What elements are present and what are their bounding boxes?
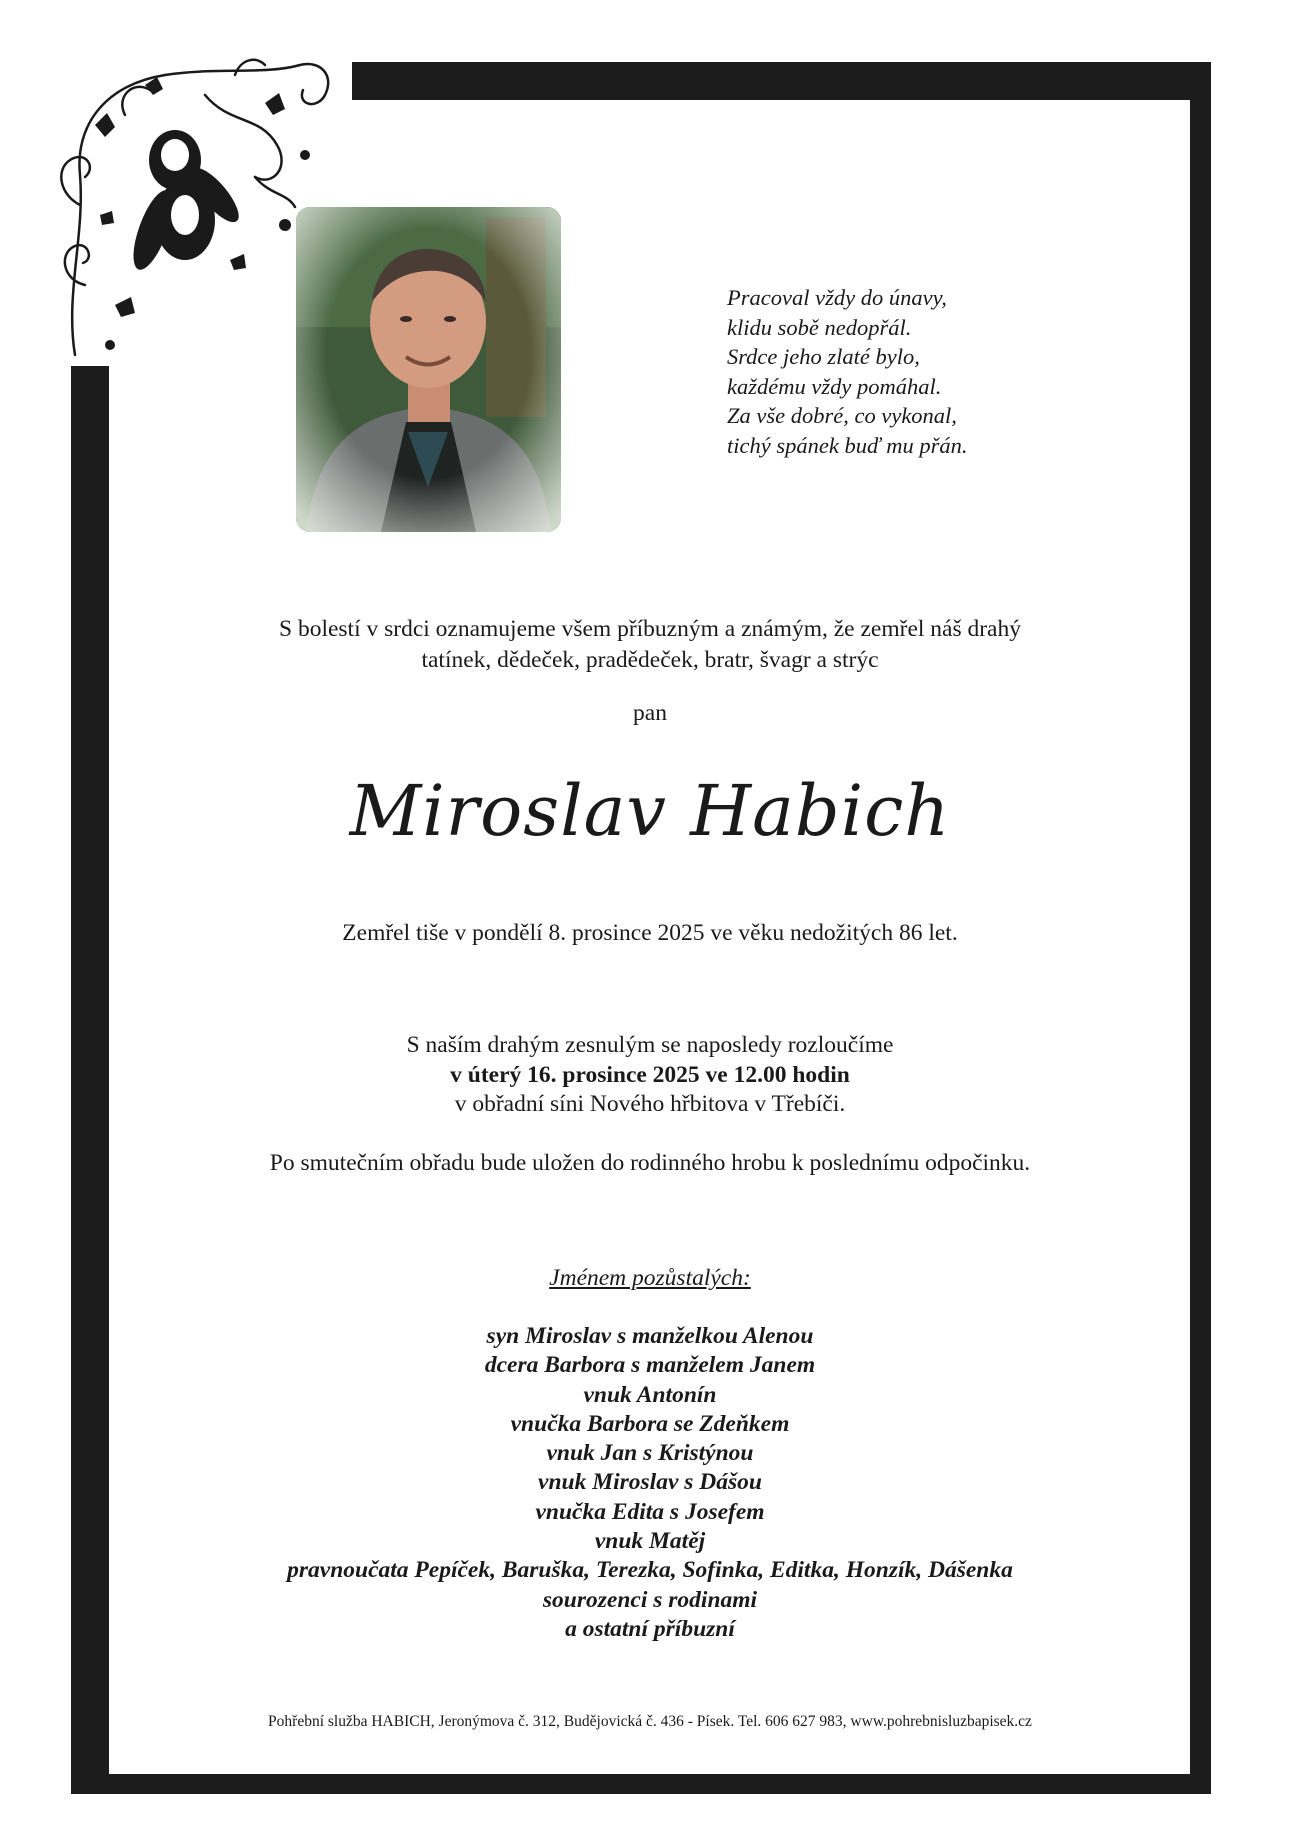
- behalf-heading: Jménem pozůstalých:: [549, 1265, 751, 1291]
- announcement-line-2: tatínek, dědeček, pradědeček, bratr, švagr a strýc: [421, 647, 879, 673]
- funeral-service-footer: Pohřební služba HABICH, Jeronýmova č. 312, Budějovická č. 436 - Písek. Tel. 606 627 983, www.pohrebnisluzbapisek.cz: [268, 1713, 1032, 1730]
- relative-item: a ostatní příbuzní: [565, 1615, 735, 1642]
- honorific: pan: [633, 700, 667, 726]
- ceremony-date-time: v úterý 16. prosince 2025 ve 12.00 hodin: [450, 1061, 850, 1088]
- ceremony-location: v obřadní síni Nového hřbitova v Třebíči.: [454, 1091, 846, 1117]
- relative-item: vnučka Barbora se Zdeňkem: [510, 1410, 790, 1437]
- death-notice: Zemřel tiše v pondělí 8. prosince 2025 ve věku nedožitých 86 let.: [342, 920, 958, 946]
- portrait-photo: [296, 207, 561, 532]
- deceased-name: Miroslav Habich: [349, 770, 951, 852]
- announcement-line-1: S bolestí v srdci oznamujeme všem příbuzným a známým, že zemřel náš drahý: [279, 616, 1021, 642]
- poem-line: tichý spánek buď mu přán.: [727, 432, 968, 458]
- relative-item: sourozenci s rodinami: [542, 1586, 758, 1613]
- frame-top-border: [352, 62, 1211, 100]
- relative-item: vnuk Jan s Kristýnou: [546, 1440, 754, 1467]
- ceremony-line: S naším drahým zesnulým se naposledy rozloučíme: [406, 1032, 894, 1058]
- relative-item: vnuk Miroslav s Dášou: [538, 1469, 762, 1496]
- relative-item: vnučka Edita s Josefem: [535, 1498, 765, 1525]
- memorial-poem: [727, 283, 1057, 460]
- announcement-intro: [110, 614, 1190, 676]
- ceremony-info: [110, 1031, 1190, 1120]
- frame-left-border: [71, 366, 109, 1794]
- relative-item: syn Miroslav s manželkou Alenou: [486, 1323, 814, 1349]
- poem-line: klidu sobě nedopřál.: [727, 314, 912, 340]
- relative-item: dcera Barbora s manželem Janem: [484, 1352, 816, 1379]
- burial-info: Po smutečním obřadu bude uložen do rodinného hrobu k poslednímu odpočinku.: [269, 1150, 1031, 1176]
- frame-bottom-border: [71, 1774, 1211, 1794]
- poem-line: Za vše dobré, co vykonal,: [727, 403, 957, 428]
- relatives-list: [110, 1322, 1190, 1644]
- relative-item: vnuk Matěj: [594, 1528, 706, 1555]
- poem-line: každému vždy pomáhal.: [727, 373, 942, 399]
- relative-item: pravnoučata Pepíček, Baruška, Terezka, Sofinka, Editka, Honzík, Dášenka: [287, 1557, 1013, 1584]
- relative-item: vnuk Antonín: [583, 1381, 717, 1408]
- poem-line: Srdce jeho zlaté bylo,: [727, 344, 920, 369]
- frame-right-border: [1190, 62, 1211, 1794]
- poem-line: Pracoval vždy do únavy,: [727, 285, 947, 310]
